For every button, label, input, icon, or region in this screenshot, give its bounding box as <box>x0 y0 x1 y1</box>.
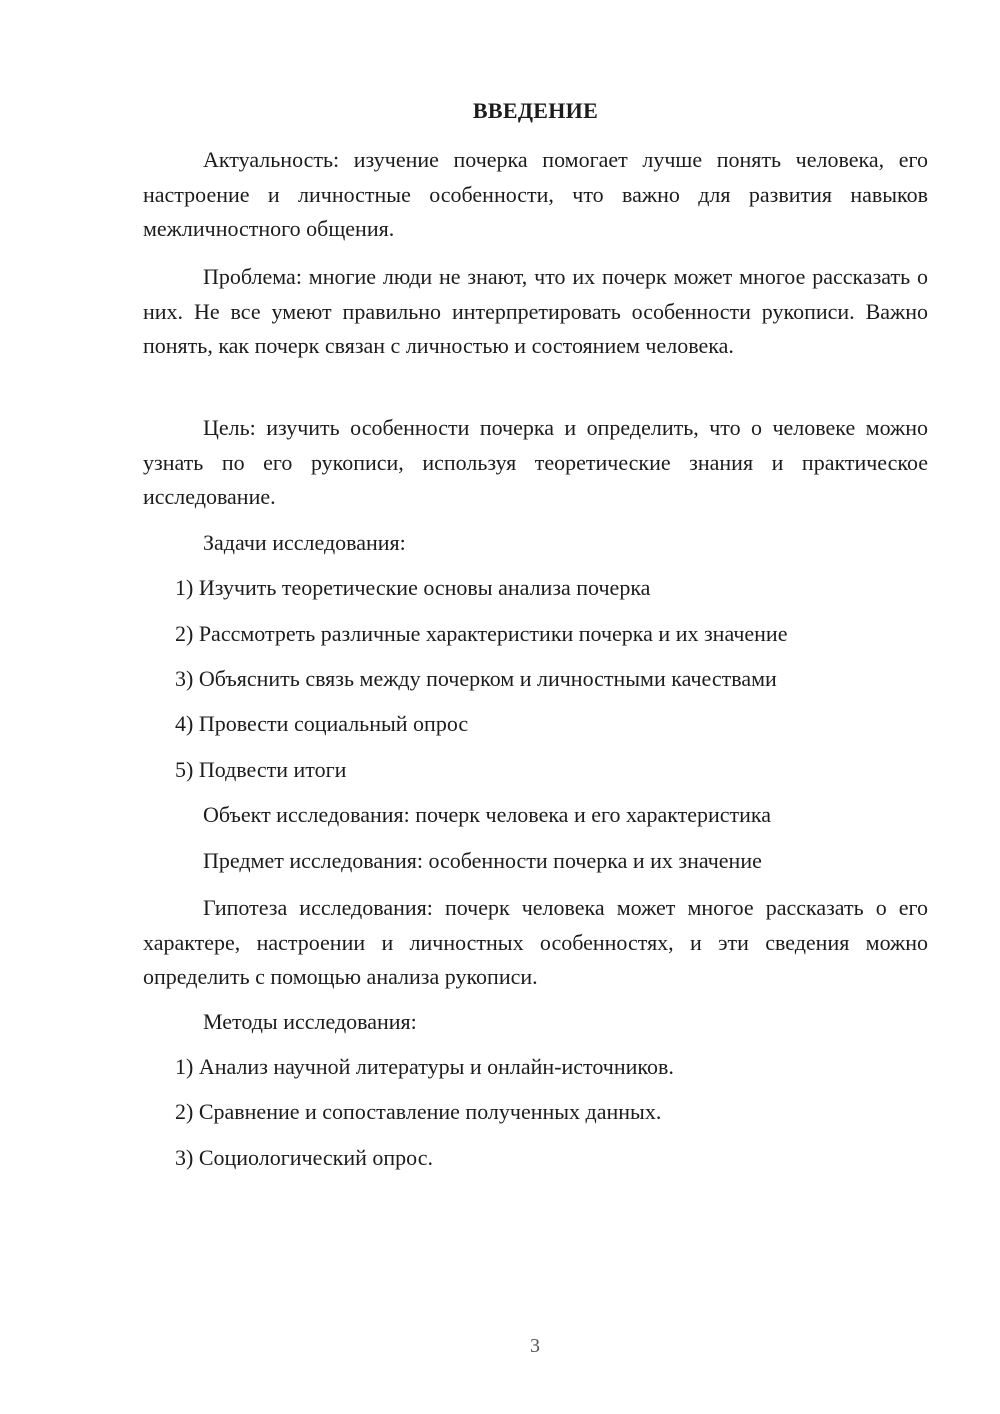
task-item: 3) Объяснить связь между почерком и личностными качествами <box>175 666 777 691</box>
subject-line: Предмет исследования: особенности почерка и их значение <box>203 848 762 873</box>
task-item: 5) Подвести итоги <box>175 757 347 782</box>
page-number: 3 <box>530 1335 540 1357</box>
object-line: Объект исследования: почерк человека и его характеристика <box>203 802 772 827</box>
task-item: 2) Рассмотреть различные характеристики почерка и их значение <box>175 621 788 646</box>
goal-paragraph: Цель: изучить особенности почерка и определить, что о человеке можно узнать по его рукописи, используя теоретические знания и практическое исследование. <box>143 415 928 509</box>
task-item: 1) Изучить теоретические основы анализа почерка <box>175 575 651 600</box>
method-item: 3) Социологический опрос. <box>175 1145 433 1170</box>
relevance-paragraph: Актуальность: изучение почерка помогает лучше понять человека, его настроение и личностные особенности, что важно для развития навыков межличностного общения. <box>143 147 928 241</box>
hypothesis-paragraph: Гипотеза исследования: почерк человека может многое рассказать о его характере, настроении и личностных особенностях, и эти сведения можно определить с помощью анализа рукописи. <box>143 895 928 989</box>
section-title: ВВЕДЕНИЕ <box>472 98 599 123</box>
methods-heading: Методы исследования: <box>203 1009 417 1034</box>
method-item: 2) Сравнение и сопоставление полученных данных. <box>175 1099 662 1124</box>
tasks-heading: Задачи исследования: <box>203 530 406 555</box>
method-item: 1) Анализ научной литературы и онлайн-источников. <box>175 1054 674 1079</box>
problem-paragraph: Проблема: многие люди не знают, что их почерк может многое рассказать о них. Не все умеют правильно интерпретировать особенности рукописи. Важно понять, как почерк связан с личностью и состоянием человека. <box>143 264 928 358</box>
task-item: 4) Провести социальный опрос <box>175 711 469 736</box>
